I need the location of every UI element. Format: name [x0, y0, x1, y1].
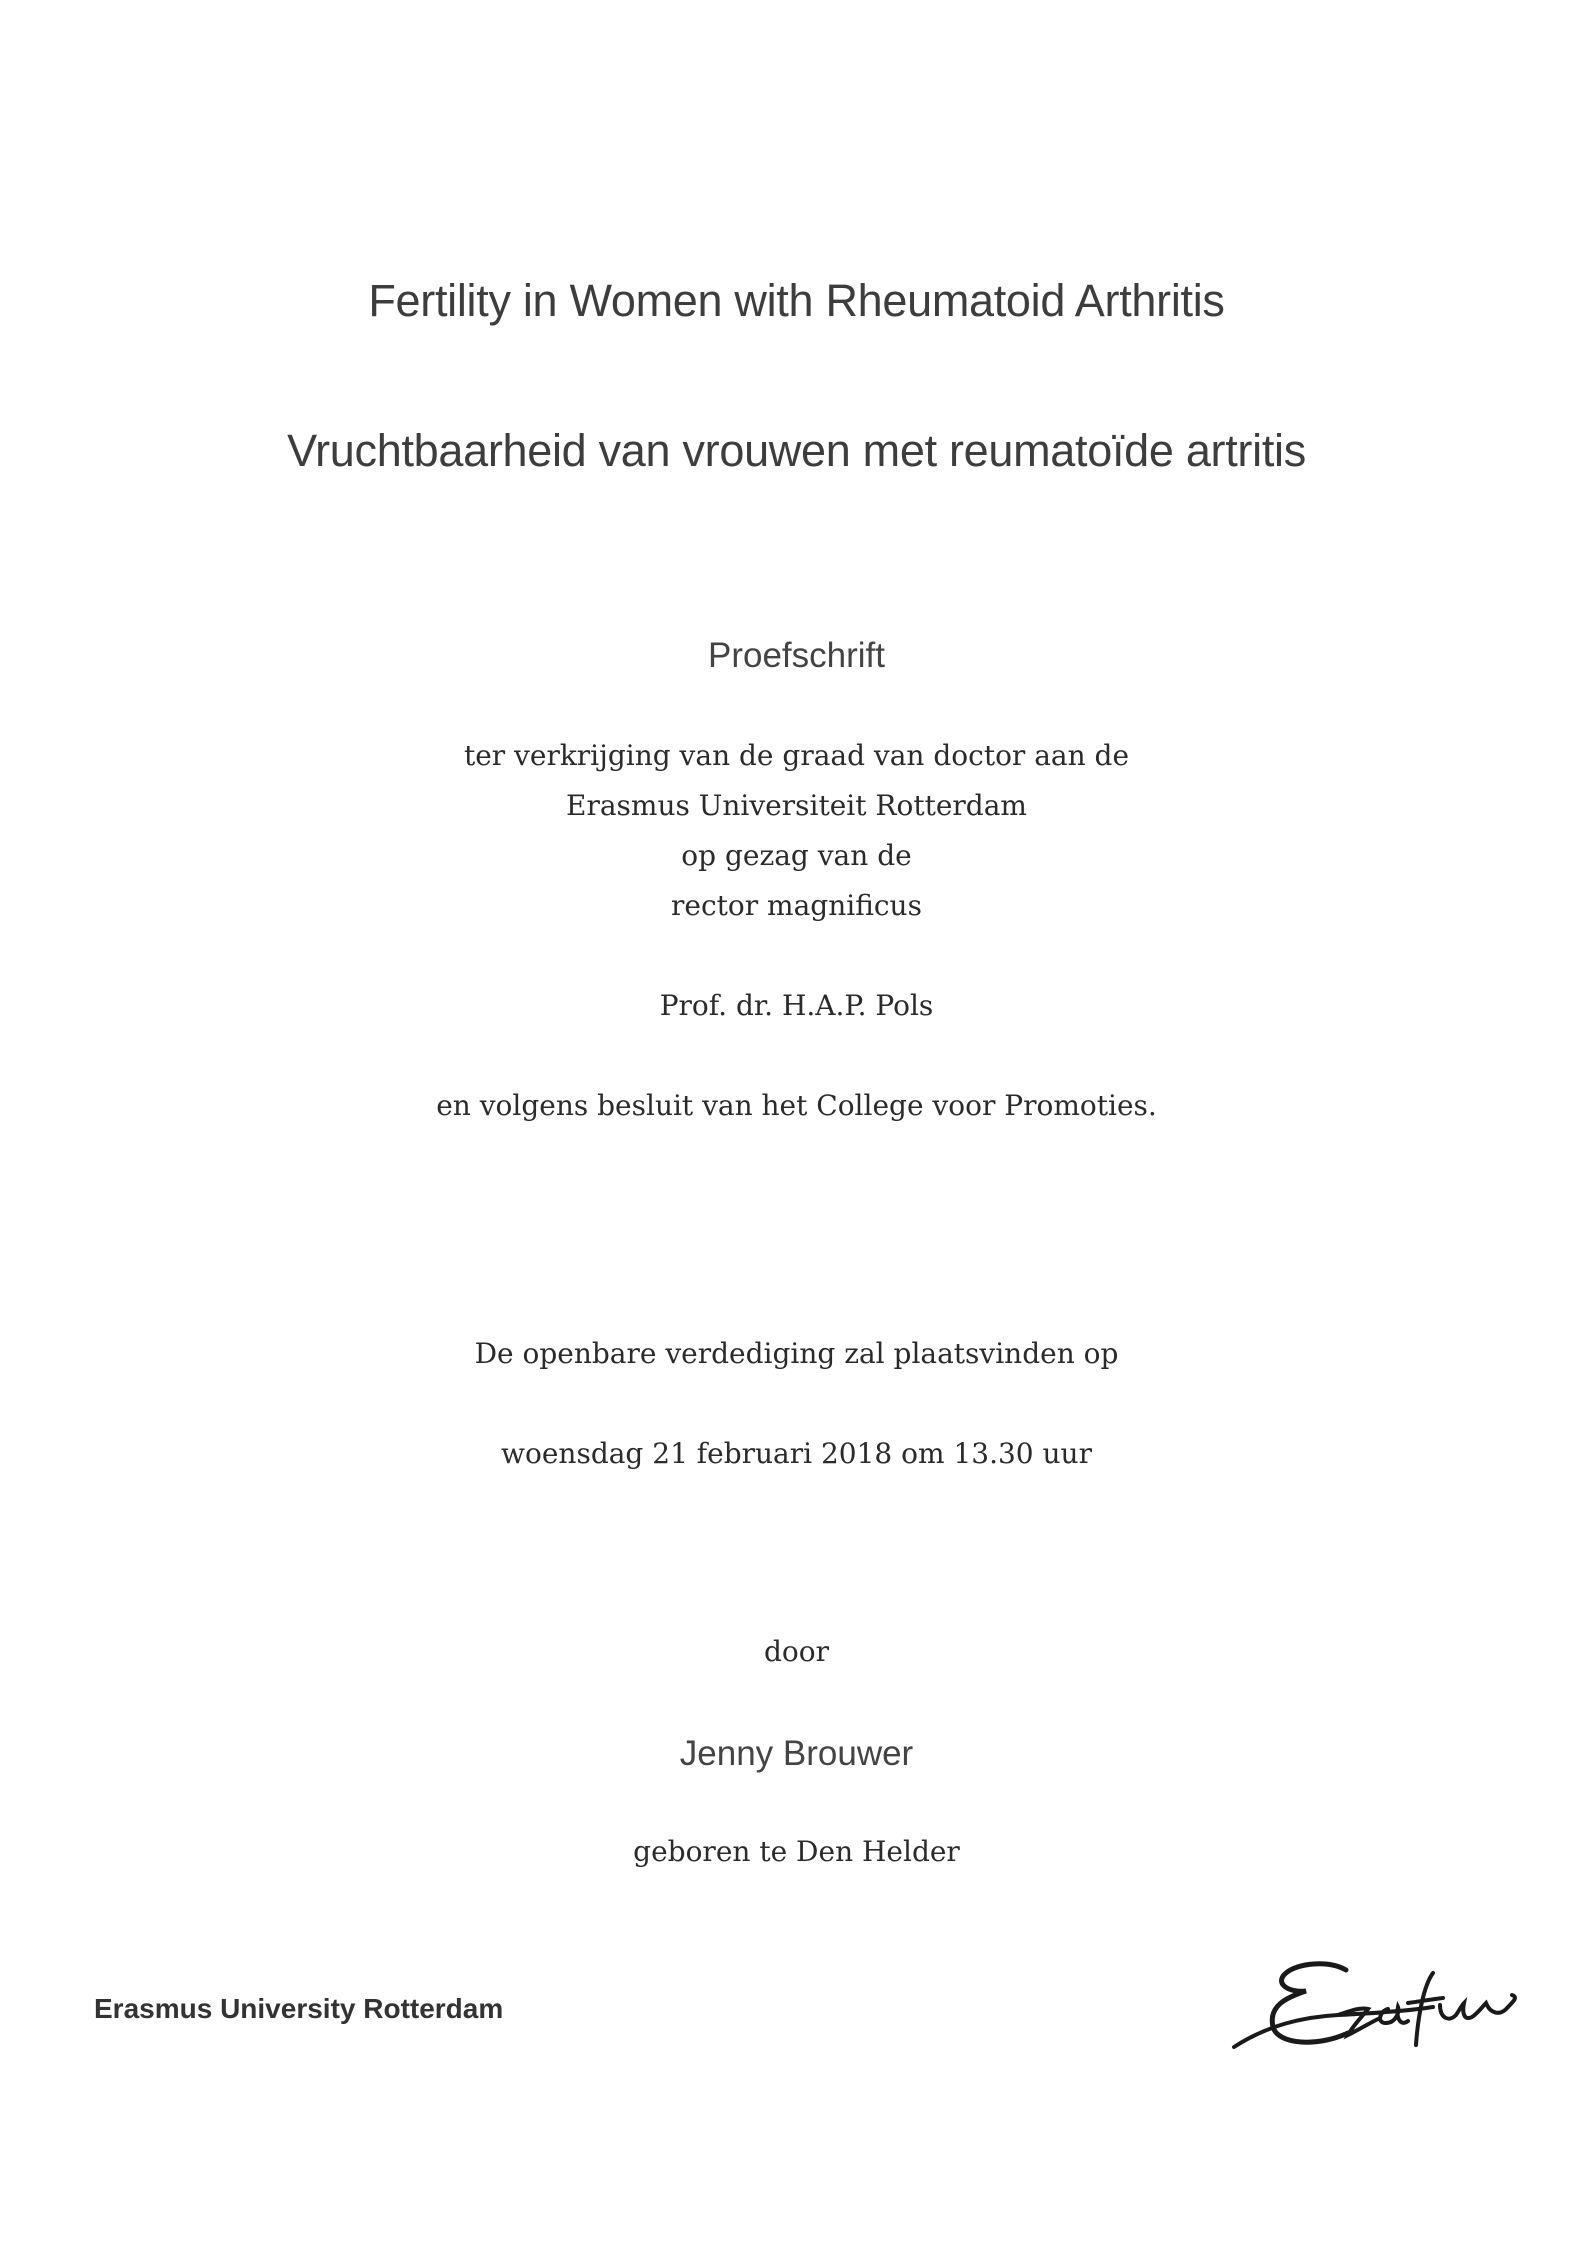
- degree-line-4: rector magnificus: [671, 889, 922, 922]
- thesis-label: Proefschrift: [708, 636, 885, 675]
- by-label: door: [763, 1635, 830, 1668]
- rector-name: Prof. dr. H.A.P. Pols: [659, 989, 934, 1022]
- degree-line-2: Erasmus Universiteit Rotterdam: [566, 789, 1027, 822]
- degree-line-1: ter verkrijging van de graad van doctor aan de: [463, 739, 1130, 772]
- defense-intro: De openbare verdediging zal plaatsvinden op: [474, 1337, 1119, 1370]
- author-name: Jenny Brouwer: [679, 1734, 914, 1773]
- title-english: Fertility in Women with Rheumatoid Arthritis: [368, 275, 1225, 326]
- degree-line-3: op gezag van de: [681, 839, 912, 872]
- college-line: en volgens besluit van het College voor Promoties.: [436, 1089, 1157, 1122]
- erasmus-signature-icon: [1228, 1945, 1528, 2075]
- defense-date: woensdag 21 februari 2018 om 13.30 uur: [501, 1437, 1092, 1470]
- university-wordmark: Erasmus University Rotterdam: [94, 1993, 504, 2024]
- title-dutch: Vruchtbaarheid van vrouwen met reumatoïde artritis: [287, 425, 1306, 476]
- erasmus-signature-logo: [1228, 1945, 1528, 2075]
- birthplace-line: geboren te Den Helder: [633, 1835, 960, 1868]
